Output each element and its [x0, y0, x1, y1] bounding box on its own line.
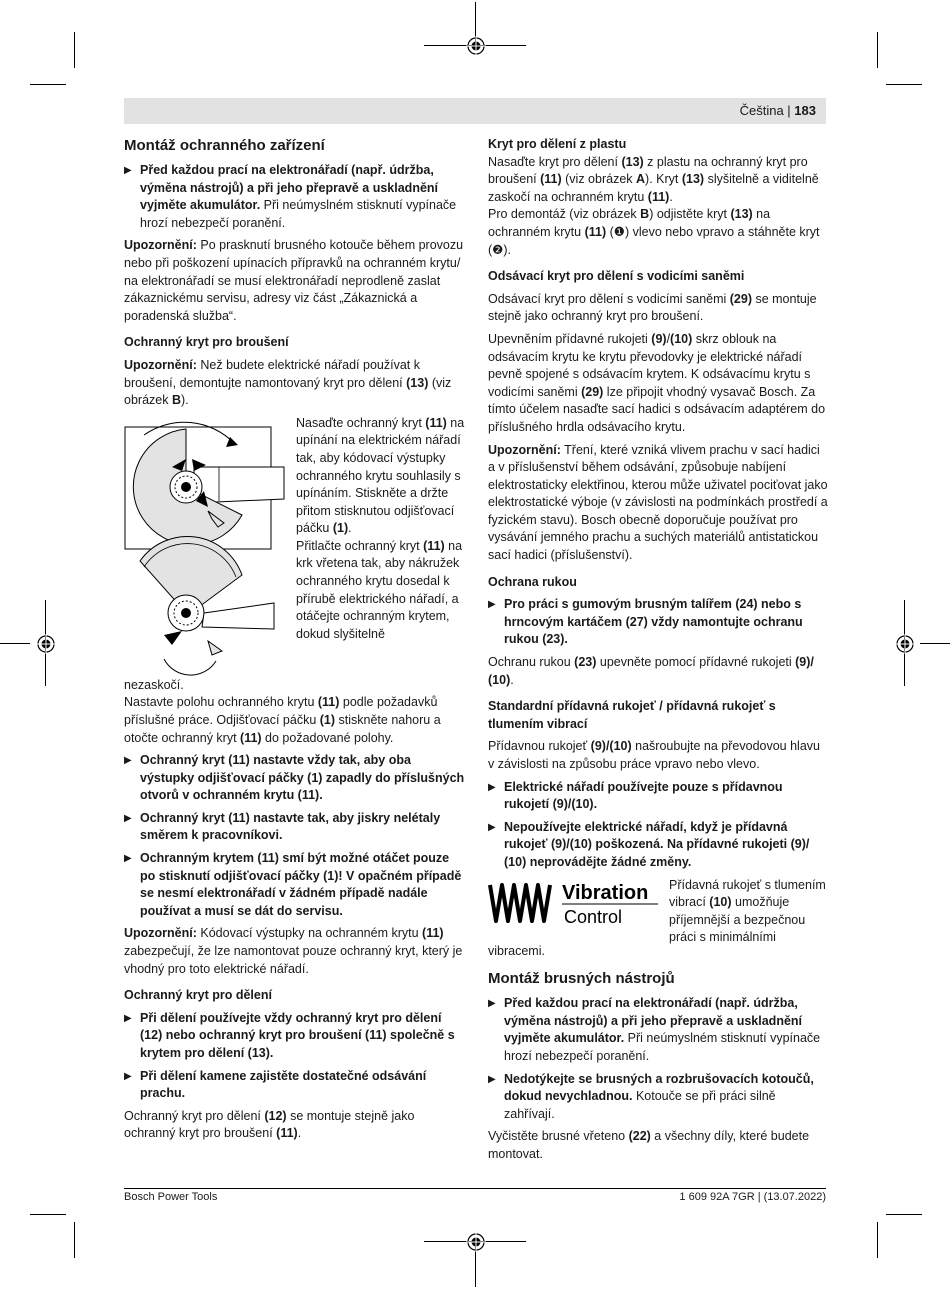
extraction-paragraph-2: Upevněním přídavné rukojeti (9)/(10) skrz oblouk na odsávacím krytu ke krytu převodovky je elektrické nářadí pevně spojené s odsávacím krytem. K odsávacímu krytu s vodicími saněmi (29) lze připojit vhodný vysavač Bosch. Za tímto účelem nasaďte sací hadici s odsávacím adaptérem do příslušného hrdla odsávacího krytu.: [488, 331, 826, 434]
crop-mark: [74, 32, 75, 68]
warning-bullet: ▶ Při dělení používejte vždy ochranný kryt pro dělení (12) nebo ochranný kryt pro broušení (11) společně s krytem pro dělení (13).: [124, 1010, 466, 1063]
warning-bullet: ▶ Nepoužívejte elektrické nářadí, když je přídavná rukojeť (9)/(10) poškozená. Na přídavné rukojeti (9)/ (10) neprovádějte žádné změny.: [488, 819, 828, 872]
subheading-cutting-guard: Ochranný kryt pro dělení: [124, 988, 272, 1003]
warning-bullet: ▶ Ochranný kryt (11) nastavte tak, aby jiskry nelétaly směrem k pracovníkovi.: [124, 810, 466, 845]
left-column: [124, 136, 466, 1143]
crop-mark: [877, 1222, 878, 1258]
subheading-auxiliary-handle: Standardní přídavná rukojeť / přídavná rukojeť s tlumením vibrací: [488, 699, 776, 731]
registration-mark-icon: [895, 634, 915, 654]
warning-battery: ▶ Před každou prací na elektronářadí (např. údržba, výměna nástrojů) a při jeho přepravě a uskladnění vyjměte akumulátor. Při neúmyslném stisknutí vypínače hrozí nebezpečí poranění.: [488, 995, 828, 1065]
crop-mark: [30, 84, 66, 85]
subheading-grinding-guard: Ochranný kryt pro broušení: [124, 335, 289, 350]
note-paragraph: Upozornění: Tření, které vzniká vlivem prachu v sací hadici a v příslušenství během odsávání, způsobuje nabíjení elektrostaticky elektřinou, kterou může uživatel pociťovat jako elektrostatické výboje (v závislosti na podmínkách prostředí a fyzickém stavu). Bosch obecně doporučuje používat pro vysávání jemného prachu a suchých materiálů antistatickou sací hadici (příslušenství).: [488, 442, 828, 563]
hand-guard-paragraph: Ochranu rukou (23) upevněte pomocí přídavné rukojeti (9)/ (10).: [488, 655, 814, 687]
warning-bullet: ▶ Pro práci s gumovým brusným talířem (24) nebo s hrncovým kartáčem (27) vždy namontujte ochranu rukou (23).: [488, 596, 828, 649]
registration-mark-icon: [466, 1232, 486, 1252]
crop-mark: [886, 1214, 922, 1215]
step-1-icon: ❶: [613, 224, 625, 239]
handle-paragraph: Přídavnou rukojeť (9)/(10) našroubujte na převodovou hlavu v závislosti na způsobu práce vpravo nebo vlevo.: [488, 739, 820, 771]
vibration-logo-bottom: Control: [564, 906, 623, 927]
cutting-guard-paragraph: Ochranný kryt pro dělení (12) se montuje stejně jako ochranný kryt pro broušení (11).: [124, 1108, 415, 1141]
subheading-plastic-cover: Kryt pro dělení z plastu: [488, 137, 627, 151]
figure-paragraph-tail: nezaskočí.: [124, 677, 184, 692]
footer-doc-id: 1 609 92A 7GR | (13.07.2022): [679, 1191, 826, 1203]
subheading-hand-guard: Ochrana rukou: [488, 574, 577, 589]
note-paragraph: Upozornění: Kódovací výstupky na ochranném krytu (11) zabezpečují, že lze namontovat pouze ochranný kryt, který je vhodný pro toto elektrické nářadí.: [124, 926, 463, 976]
header-text: Čeština | 183: [739, 103, 816, 118]
registration-mark-icon: [36, 634, 56, 654]
guard-figure-block: [124, 415, 466, 677]
crop-mark: [877, 32, 878, 68]
page-number: 183: [794, 103, 816, 118]
warning-bullet: ▶ Ochranný kryt (11) nastavte vždy tak, aby oba výstupky odjišťovací páčky (1) zapadly do příslušných otvorů v ochranném krytu (11).: [124, 752, 466, 805]
crop-mark: [30, 1214, 66, 1215]
vibration-control-logo: [488, 877, 660, 927]
header-language: Čeština: [739, 103, 784, 118]
warning-bullet: ▶ Ochranným krytem (11) smí být možné otáčet pouze po stisknutí odjišťovací páčky (1)! V opačném případě se nesmí elektronářadí v žádném případě nadále používat a musí se dát do servisu.: [124, 850, 466, 920]
guard-mounting-illustration: [124, 415, 290, 677]
registration-mark-icon: [466, 36, 486, 56]
warning-bullet: ▶ Nedotýkejte se brusných a rozbrušovacích kotoučů, dokud nevychladnou. Kotouče se při práci silně zahřívají.: [488, 1071, 828, 1124]
guard-figure-text: [296, 415, 468, 644]
vibration-control-text: Přídavná rukojeť s tlumením vibrací (10) umožňuje příjemnější a bezpečnou práci s minimálními: [669, 877, 826, 945]
plastic-paragraph-2: Pro demontáž (viz obrázek B) odjistěte kryt (13) na ochranném krytu (11) (❶) vlevo nebo vpravo a stáhněte kryt (❷).: [488, 207, 820, 257]
step-2-icon: ❷: [492, 242, 504, 257]
plastic-paragraph-1: Nasaďte kryt pro dělení (13) z plastu na ochranný kryt pro broušení (11) (viz obrázek A). Kryt (13) slyšitelně a viditelně zaskočí na ochranném krytu (11).: [488, 154, 819, 204]
warning-bullet: ▶ Při dělení kamene zajistěte dostatečné odsávání prachu.: [124, 1068, 466, 1103]
crop-mark: [920, 643, 950, 644]
position-paragraph: Nastavte polohu ochranného krytu (11) podle požadavků příslušné práce. Odjišťovací páčku (1) stiskněte nahoru a otočte ochranný kryt (11) do požadované polohy.: [124, 695, 441, 745]
crop-mark: [74, 1222, 75, 1258]
vibration-text-tail: vibracemi.: [488, 943, 545, 958]
footer-brand: Bosch Power Tools: [124, 1191, 218, 1203]
extraction-paragraph-1: Odsávací kryt pro dělení s vodicími saněmi (29) se montuje stejně jako ochranný kryt pro broušení.: [488, 291, 817, 324]
warning-battery: ▶ Před každou prací na elektronářadí (např. údržba, výměna nástrojů) a při jeho přepravě a uskladnění vyjměte akumulátor. Při neúmyslném stisknutí vypínače hrozí nebezpečí poranění.: [124, 162, 466, 232]
footer-rule: [124, 1188, 826, 1189]
subheading-extraction-cover: Odsávací kryt pro dělení s vodicími saněmi: [488, 269, 745, 284]
note-paragraph: Upozornění: Po prasknutí brusného kotouče během provozu nebo při poškození upínacích přípravků na ochranném krytu/ na elektronářadí se musí elektronářadí neprodleně zaslat zákaznickému servisu, adresy viz část „Zákaznická a poradenská služba“.: [124, 238, 464, 323]
warning-bullet: ▶ Elektrické nářadí používejte pouze s přídavnou rukojetí (9)/(10).: [488, 779, 828, 814]
crop-mark: [0, 643, 30, 644]
vibration-control-block: [488, 877, 828, 943]
clean-paragraph: Vyčistěte brusné vřeteno (22) a všechny díly, které budete montovat.: [488, 1129, 810, 1161]
page-header: [124, 98, 826, 124]
vibration-logo-top: Vibration: [562, 881, 649, 904]
figure-paragraph-2: Přitlačte ochranný kryt (11) na krk vřetena tak, aby nákružek ochranného krytu dosedal k přírubě elektrického nářadí, a otáčejte ochranným krytem, dokud slyšitelně: [296, 538, 463, 641]
section-heading-mount-tools: Montáž brusných nástrojů: [488, 970, 675, 988]
section-heading-mount-guard: Montáž ochranného zařízení: [124, 137, 325, 154]
note-paragraph: Upozornění: Než budete elektrické nářadí používat k broušení, demontujte namontovaný kryt pro dělení (13) (viz obrázek B).: [124, 357, 452, 408]
figure-paragraph-1: Nasaďte ochranný kryt (11) na upínání na elektrickém nářadí tak, aby kódovací výstupky ochranného krytu souhlasily s upínáním. Stiskněte a držte přitom stisknutou odjišťovací páčku (1).: [296, 415, 465, 536]
right-column: [488, 136, 828, 1164]
crop-mark: [886, 84, 922, 85]
